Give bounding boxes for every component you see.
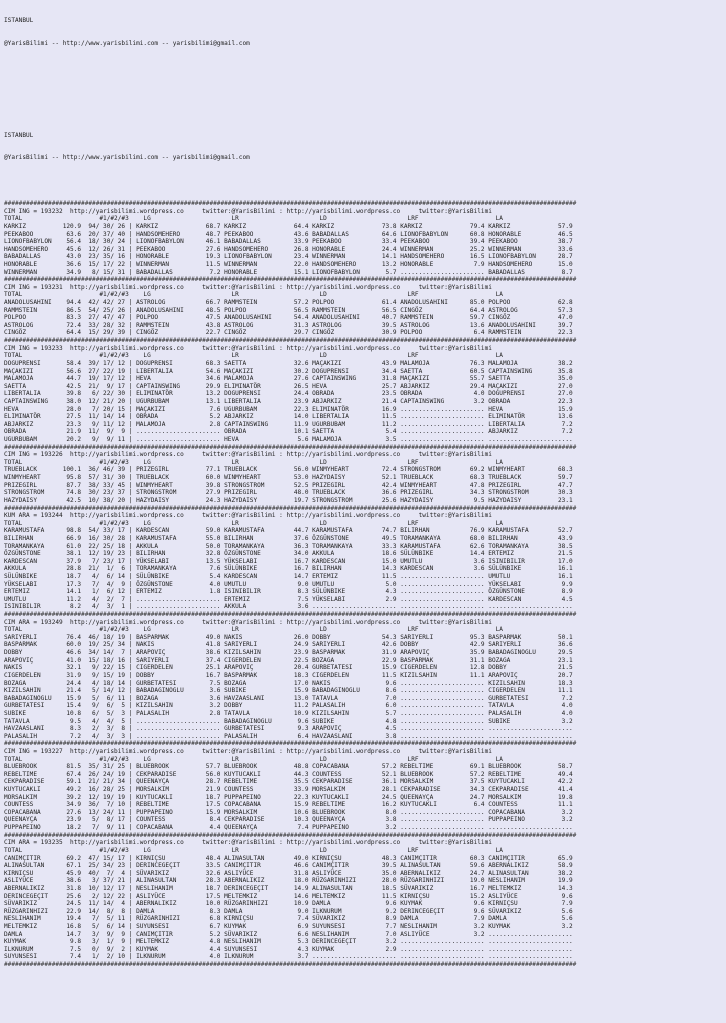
table-row: DOGUPRENSI 58.4 39/ 17/ 12 | DOGUPRENSI 68.3 SAETTA 32.6 MAÇAKIZI 43.9 MALAMOJA 76.3 MALAMOJA 38.2 — [4, 359, 573, 367]
spacer — [4, 86, 726, 94]
race-header: CIM ING = 193226 http://yarisbilimi.wordpress.co twitter:@YarisBilimi : http://yarisbilimi.wordpress.co twitter:@YarisBilimi — [4, 451, 492, 459]
table-row: DAMLA 14.7 3/ 9/ 9 | CANIMÇITIR 5.2 SÜVARIKIZ 6.6 NESLIHANIM 7.0 ASLIYÜCE 3.2 ....................... — [4, 930, 573, 938]
table-row: KARAMUSTAFA 98.8 54/ 33/ 17 | KARDESCAN 59.0 KARAMUSTAFA 44.7 KARAMUSTAFA 74.7 BILIRHAN 76.9 KARAMUSTAFA 52.7 — [4, 527, 573, 535]
column-headers: TOTAL #1/#2/#3 LG LR LD LRF LA — [4, 215, 503, 223]
header-city-repeat: ISTANBUL — [4, 131, 34, 139]
table-row: RAMMSTEIN 86.5 54/ 25/ 26 | ANADOLUSAHINI 48.5 POLPOO 56.5 RAMMSTEIN 56.5 CINGÖZ 64.4 ASTROLOG 57.3 — [4, 306, 573, 314]
table-row: BLUEBROOK 81.5 35/ 31/ 25 | BLUEBROOK 57.7 BLUEBROOK 48.8 COPACABANA 57.2 REBELTIME 69.1 BLUEBROOK 58.7 — [4, 763, 573, 771]
table-row: HAZYDAISY 42.5 10/ 38/ 20 | HAZYDAISY 24.3 HAZYDAISY 19.7 STRONGSTROM 25.6 HAZYDAISY 9.5 HAZYDAISY 23.1 — [4, 496, 573, 504]
table-row: HEVA 28.0 7/ 20/ 15 | MAÇAKIZI 7.6 UGURBUBAM 22.3 ELIMINATÖR 16.9 ....................... HEVA 15.9 — [4, 405, 573, 413]
race-header: CIM ARA = 193249 http://yarisbilimi.wordpress.co twitter:@YarisBilimi : http://yarisbilimi.wordpress.co twitter:@YarisBilimi — [4, 618, 492, 626]
table-row: SUYUNSESI 7.4 1/ 2/ 10 | ILKNURUM 4.0 ILKNURUM 3.7 ....................... ....................... ....................... — [4, 953, 573, 961]
table-row: ERTEMIZ 14.1 1/ 6/ 12 | ERTEMIZ 1.8 ISINIBILIR 8.3 SÜLÜNBIKE 4.3 ....................... ÖZGÜNSTONE 8.9 — [4, 588, 573, 596]
table-row: YÜKSELABI 17.3 7/ 4/ 9 | ÖZGÜNSTONE 4.0 UMUTLU 9.0 UMUTLU 5.0 ....................... YÜKSELABI 9.9 — [4, 580, 573, 588]
table-row: WINMYHEART 95.8 57/ 31/ 30 | TRUEBLACK 60.0 WINMYHEART 53.0 HAZYDAISY 52.1 TRUEBLACK 68.3 TRUEBLACK 59.7 — [4, 474, 573, 482]
spacer — [4, 63, 726, 71]
table-row: TATAVLA 9.5 4/ 4/ 5 | ....................... BABADAGINOGLU 9.6 SUBIKE 4.8 ....................... SUBIKE 3.2 — [4, 717, 573, 725]
table-row: BABADAGINOGLU 15.9 5/ 6/ 11 | BOZAGA 3.6 HAVZAASLANI 13.0 TATAVLA 7.0 ....................... GURBETATESI 7.2 — [4, 694, 573, 702]
table-row: ABERNALIKIZ 31.8 10/ 12/ 17 | NESLIHANIM 18.7 DERINCEGEÇIT 14.9 ALINASULTAN 18.5 SÜVARIKIZ 16.7 MELTEMKIZ 14.3 — [4, 884, 573, 892]
separator-line: ############################################################################################################################################################ — [4, 504, 577, 512]
column-headers: TOTAL #1/#2/#3 LG LR LD LRF LA — [4, 519, 503, 527]
spacer — [4, 109, 726, 117]
column-headers: TOTAL #1/#2/#3 LG LR LD LRF LA — [4, 458, 503, 466]
table-row: DERINCEGEÇIT 25.6 2/ 12/ 22 | ASLIYÜCE 17.5 MELTEMKIZ 14.6 MELTEMKIZ 11.5 KIRNIÇSU 15.2 ASLIYÜCE 9.6 — [4, 892, 573, 900]
race-header: CIM ARA = 193235 http://yarisbilimi.wordpress.co twitter:@YarisBilimi : http://yarisbilimi.wordpress.co twitter:@YarisBilimi — [4, 839, 492, 847]
table-row: KUYTUCAKLI 49.2 16/ 28/ 25 | MORSALKIM 21.9 COUNTESS 33.9 MORSALKIM 28.1 CEKPARADISE 34.3 CEKPARADISE 41.4 — [4, 786, 573, 794]
separator-line: ############################################################################################################################################################ — [4, 337, 577, 345]
table-row: NESLIHANIM 19.4 7/ 5/ 11 | RÜZGARINHIZI 6.8 KIRNIÇSU 7.4 SÜVARIKIZ 8.9 DAMLA 7.9 DAMLA 5.6 — [4, 915, 573, 923]
table-row: PRIZEGIRL 87.7 38/ 33/ 45 | WINMYHEART 39.8 STRONGSTROM 52.5 PRIZEGIRL 42.4 WINMYHEART 47.8 PRIZEGIRL 47.7 — [4, 481, 573, 489]
table-row: CEKPARADISE 59.1 21/ 21/ 34 | QUEENAYÇA 28.7 REBELTIME 35.5 CEKPARADISE 36.1 MORSALKIM 37.5 KUYTUCAKLI 42.2 — [4, 778, 573, 786]
table-row: TORAMANKAYA 61.0 22/ 25/ 18 | AKKULA 50.0 TORAMANKAYA 36.3 TORAMANKAYA 33.3 KARAMUSTAFA 62.6 TORAMANKAYA 38.5 — [4, 542, 573, 550]
race-header: CIM ING = 193232 http://yarisbilimi.wordpress.co twitter:@YarisBilimi : http://yarisbilimi.wordpress.co twitter:@YarisBilimi — [4, 207, 492, 215]
table-row: LIONOFBABYLON 56.4 18/ 30/ 24 | LIONOFBABYLON 46.1 BABADALLAS 33.9 PEEKABOO 33.4 PEEKABOO 39.4 PEEKABOO 38.7 — [4, 238, 573, 246]
table-row: PUPPAPEINO 18.2 7/ 9/ 11 | COPACABANA 4.4 QUEENAYÇA 7.4 PUPPAPEINO 3.2 ....................... ....................... — [4, 824, 573, 832]
separator-line: ############################################################################################################################################################ — [4, 740, 577, 748]
separator-line: ############################################################################################################################################################ — [4, 443, 577, 451]
table-row: SAETTA 42.5 21/ 9/ 17 | CAPTAINSWING 29.9 ELIMINATÖR 26.5 HEVA 25.7 ABJARKIZ 29.4 MAÇAKIZI 27.0 — [4, 382, 573, 390]
table-row: MELTEMKIZ 16.8 5/ 6/ 14 | SUYUNSESI 6.7 KUYMAK 6.9 SUYUNSESI 7.7 NESLIHANIM 3.2 KUYMAK 3.2 — [4, 923, 573, 931]
table-row: RÜZGARINHIZI 22.9 14/ 8/ 8 | DAMLA 8.3 DAMLA 9.0 ILKNURUM 9.2 DERINCEGEÇIT 9.6 SÜVARIKIZ 5.6 — [4, 907, 573, 915]
table-row: BILIRHAN 66.9 16/ 30/ 28 | KARAMUSTAFA 55.0 BILIRHAN 37.6 ÖZGÜNSTONE 49.5 TORAMANKAYA 68.0 BILIRHAN 43.9 — [4, 534, 573, 542]
table-row: PALASALIH 7.2 4/ 3/ 3 | ....................... PALASALIH 6.4 HAVZAASLANI 3.8 ....................... ....................... — [4, 732, 573, 740]
column-headers: TOTAL #1/#2/#3 LG LR LD LRF LA — [4, 626, 503, 634]
table-row: REBELTIME 67.4 26/ 24/ 19 | CEKPARADISE 56.0 KUYTUCAKLI 44.3 COUNTESS 52.1 BLUEBROOK 57.2 REBELTIME 49.4 — [4, 770, 573, 778]
column-headers: TOTAL #1/#2/#3 LG LR LD LRF LA — [4, 352, 503, 360]
race-header: CIM ING = 193233 http://yarisbilimi.wordpress.co twitter:@YarisBilimi : http://yarisbilimi.wordpress.co twitter:@YarisBilimi — [4, 344, 492, 352]
table-row: KIRNIÇSU 45.9 40/ 7/ 4 | SÜVARIKIZ 32.6 ASLIYÜCE 31.8 ASLIYÜCE 35.0 ABERNALIKIZ 24.7 ALINASULTAN 38.2 — [4, 869, 573, 877]
table-row: COUNTESS 34.9 36/ 7/ 10 | REBELTIME 17.5 COPACABANA 15.9 REBELTIME 16.2 KUYTUCAKLI 6.4 COUNTESS 11.1 — [4, 801, 573, 809]
table-row: DOBBY 46.6 34/ 14/ 7 | ARAPOVIÇ 38.6 KIZILSAHIN 23.9 BASPARMAK 31.9 ARAPOVIÇ 35.9 BABADAGINOGLU 29.5 — [4, 649, 573, 657]
table-row: HONORABLE 36.6 15/ 17/ 22 | WINNERMAN 11.5 WINNERMAN 22.0 HANDSOMEHERO 13.2 HONORABLE 7.9 HANDSOMEHERO 15.0 — [4, 261, 573, 268]
table-row: ALINASULTAN 67.1 25/ 34/ 23 | DERINCEGEÇIT 33.5 CANIMÇITIR 46.6 CANIMÇITIR 39.5 ALINASULTAN 59.6 ABERNALIKIZ 58.9 — [4, 862, 573, 870]
table-row: UGURBUBAM 20.2 9/ 9/ 11 | ....................... HEVA 5.6 MALAMOJA 3.5 ....................... ....................... — [4, 436, 573, 444]
race-tables — [4, 200, 726, 969]
table-row: ÖZGÜNSTONE 38.1 12/ 19/ 23 | BILIRHAN 32.8 ÖZGÜNSTONE 34.0 AKKULA 18.6 SÜLÜNBIKE 14.4 ERTEMIZ 21.5 — [4, 550, 573, 558]
table-row: MALAMOJA 44.7 19/ 17/ 12 | HEVA 34.6 MALAMOJA 27.6 CAPTAINSWING 31.8 MAÇAKIZI 55.7 SAETTA 35.0 — [4, 375, 573, 383]
table-row: HANDSOMEHERO 45.6 12/ 26/ 31 | PEEKABOO 27.6 HANDSOMEHERO 26.8 HONORABLE 24.4 WINNERMAN 25.2 WINNERMAN 33.6 — [4, 245, 573, 253]
table-row: SARIYERLI 76.4 46/ 18/ 19 | BASPARMAK 49.0 NAKIS 26.0 DOBBY 54.3 SARIYERLI 95.3 BASPARMAK 50.1 — [4, 633, 573, 641]
table-row: HAVZAASLANI 8.3 2/ 3/ 8 | ....................... GURBETATESI 9.3 ARAPOVIÇ 4.5 ....................... ....................... — [4, 725, 573, 733]
table-row: LIBERTALIA 39.8 6/ 22/ 30 | ELIMINATÖR 13.2 DOGUPRENSI 24.4 OBRADA 23.5 OBRADA 4.0 DOGUPRENSI 27.0 — [4, 390, 573, 398]
table-row: STRONGSTROM 74.8 30/ 23/ 37 | STRONGSTROM 27.9 PRIZEGIRL 48.0 TRUEBLACK 36.6 PRIZEGIRL 34.3 STRONGSTROM 30.3 — [4, 489, 573, 497]
table-row: PEEKABOO 63.6 20/ 37/ 40 | HANDSOMEHERO 48.7 PEEKABOO 43.6 BABADALLAS 64.6 LIONOFBABYLON 60.8 HONORABLE 46.5 — [4, 230, 573, 238]
separator-line: ############################################################################################################################################################ — [4, 831, 577, 839]
table-row: ABJARKIZ 23.3 9/ 11/ 12 | MALAMOJA 2.8 CAPTAINSWING 11.9 UGURBUBAM 11.2 ....................... LIBERTALIA 7.2 — [4, 420, 573, 428]
header-city: ISTANBUL — [4, 17, 34, 25]
column-headers: TOTAL #1/#2/#3 LG LR LD LRF LA — [4, 846, 503, 854]
table-row: POLPOO 83.3 27/ 47/ 47 | POLPOO 47.5 ANADOLUSAHINI 54.4 ANADOLUSAHINI 40.7 RAMMSTEIN 59.7 CINGÖZ 47.0 — [4, 314, 573, 322]
race-header: CIM ING = 193227 http://yarisbilimi.wordpress.co twitter:@YarisBilimi : http://yarisbilimi.wordpress.co twitter:@YarisBilimi — [4, 748, 492, 755]
column-headers: TOTAL #1/#2/#3 LG LR LD LRF LA — [4, 291, 503, 299]
table-row: COPACABANA 27.6 13/ 24/ 11 | PUPPAPEINO 15.9 MORSALKIM 10.6 BLUEBROOK 8.0 ....................... COPACABANA 3.2 — [4, 808, 573, 816]
table-row: MAÇAKIZI 56.6 27/ 22/ 19 | LIBERTALIA 54.6 MAÇAKIZI 30.2 DOGUPRENSI 34.4 SAETTA 60.5 CAPTAINSWING 35.8 — [4, 367, 573, 375]
header-contact-repeat: @YarisBilimi -- http://www.yarisbilimi.com -- yarisbilimi@gmail.com — [4, 154, 250, 162]
table-row: KARDESCAN 37.9 7/ 23/ 17 | YÜKSELABI 13.5 YÜKSELABI 16.7 KARDESCAN 15.0 UMUTLU 3.6 ISINIBILIR 17.0 — [4, 557, 573, 565]
table-row: CAPTAINSWING 38.0 12/ 21/ 20 | UGURBUBAM 13.1 LIBERTALIA 23.9 ABJARKIZ 21.4 CAPTAINSWING 3.2 OBRADA 22.3 — [4, 397, 573, 405]
race-header: CIM ING = 193231 http://yarisbilimi.wordpress.co twitter:@YarisBilimi : http://yarisbilimi.wordpress.co twitter:@YarisBilimi — [4, 283, 492, 291]
separator-line: ############################################################################################################################################################ — [4, 276, 577, 284]
table-row: ASLIYÜCE 38.6 3/ 37/ 21 | ALINASULTAN 28.3 ABERNALIKIZ 18.0 RÜZGARINHIZI 28.0 RÜZGARINHIZI 19.0 NESLIHANIM 19.9 — [4, 877, 573, 885]
table-row: AKKULA 28.8 21/ 1/ 6 | TORAMANKAYA 7.6 SÜLÜNBIKE 16.7 BILIRHAN 14.3 KARDESCAN 3.6 SÜLÜNBIKE 16.1 — [4, 565, 573, 573]
table-row: ASTROLOG 72.4 33/ 28/ 32 | RAMMSTEIN 43.8 ASTROLOG 31.3 ASTROLOG 39.5 ASTROLOG 13.6 ANADOLUSAHINI 39.7 — [4, 321, 573, 329]
table-row: SUBIKE 10.8 6/ 5/ 3 | PALASALIH 2.8 TATAVLA 10.9 KIZILSAHIN 5.7 ....................... PALASALIH 4.0 — [4, 709, 573, 717]
table-row: TRUEBLACK 100.1 36/ 46/ 39 | PRIZEGIRL 77.1 TRUEBLACK 56.0 WINMYHEART 72.4 STRONGSTROM 69.2 WINMYHEART 68.3 — [4, 466, 573, 474]
table-row: KUYMAK 9.8 3/ 1/ 9 | MELTEMKIZ 4.8 NESLIHANIM 5.3 DERINCEGEÇIT 3.2 ....................... ....................... — [4, 938, 573, 946]
table-row: BASPARMAK 60.0 19/ 25/ 34 | NAKIS 41.8 SARIYERLI 24.9 SARIYERLI 42.6 DOBBY 42.9 SARIYERLI 36.6 — [4, 641, 573, 649]
table-row: CANIMÇITIR 69.2 47/ 15/ 17 | KIRNIÇSU 48.4 ALINASULTAN 49.0 KIRNIÇSU 48.3 CANIMÇITIR 60.3 CANIMÇITIR 65.9 — [4, 854, 573, 862]
header-contact: @YarisBilimi -- http://www.yarisbilimi.com -- yarisbilimi@gmail.com — [4, 40, 250, 48]
table-row: ARAPOVIÇ 41.0 15/ 18/ 16 | SARIYERLI 37.4 CIGERDELEN 22.5 BOZAGA 22.9 BASPARMAK 31.1 BOZAGA 23.1 — [4, 656, 573, 664]
table-row: ANADOLUSAHINI 94.4 42/ 42/ 27 | ASTROLOG 66.7 RAMMSTEIN 57.2 POLPOO 61.4 ANADOLUSAHINI 85.0 POLPOO 62.8 — [4, 299, 573, 307]
table-row: BABADALLAS 43.0 23/ 35/ 16 | HONORABLE 19.3 LIONOFBABYLON 23.4 WINNERMAN 14.1 HANDSOMEHERO 16.5 LIONOFBABYLON 28.7 — [4, 253, 573, 261]
table-row: CIGERDELEN 31.9 9/ 15/ 19 | DOBBY 16.7 BASPARMAK 18.3 CIGERDELEN 11.5 KIZILSAHIN 11.1 ARAPOVIÇ 20.7 — [4, 671, 573, 679]
race-header: KUM ARA = 193244 http://yarisbilimi.wordpress.co twitter:@YarisBilimi : http://yarisbilimi.wordpress.co twitter:@YarisBilimi — [4, 512, 492, 520]
table-row: GURBETATESI 15.4 9/ 6/ 5 | KIZILSAHIN 3.2 DOBBY 11.2 PALASALIH 6.0 ....................... TATAVLA 4.0 — [4, 702, 573, 710]
table-row: ILKNURUM 7.5 0/ 9/ 2 | KUYMAK 4.4 SUYUNSESI 4.3 KUYMAK 2.9 ....................... ....................... — [4, 945, 573, 953]
table-row: ISINIBILIR 8.2 4/ 3/ 1 | ....................... AKKULA 3.6 ....................... ....................... ....................... — [4, 603, 573, 611]
table-row: BOZAGA 24.4 4/ 18/ 14 | GURBETATESI 7.5 BOZAGA 17.0 NAKIS 9.6 ....................... KIZILSAHIN 18.3 — [4, 679, 573, 687]
table-row: QUEENAYÇA 23.9 5/ 8/ 17 | COUNTESS 8.4 CEKPARADISE 10.3 QUEENAYÇA 3.8 ....................... PUPPAPEINO 3.2 — [4, 816, 573, 824]
table-row: SÜLÜNBIKE 18.7 4/ 6/ 14 | SÜLÜNBIKE 5.4 KARDESCAN 14.7 ERTEMIZ 11.5 ....................... UMUTLU 16.1 — [4, 572, 573, 580]
table-row: NAKIS 32.1 9/ 22/ 15 | CIGERDELEN 25.1 ARAPOVIÇ 20.4 GURBETATESI 15.9 CIGERDELEN 12.8 DOBBY 21.5 — [4, 664, 573, 672]
table-row: CINGÖZ 64.4 15/ 29/ 39 | CINGÖZ 22.7 CINGÖZ 29.7 CINGÖZ 30.9 POLPOO 6.4 RAMMSTEIN 22.3 — [4, 329, 573, 337]
column-headers: TOTAL #1/#2/#3 LG LR LD LRF LA — [4, 755, 503, 763]
spacer — [4, 177, 726, 185]
table-row: UMUTLU 11.2 4/ 2/ 7 | ....................... ERTEMIZ 7.5 YÜKSELABI 2.9 ....................... KARDESCAN 4.5 — [4, 595, 573, 603]
table-row: MORSALKIM 39.2 12/ 19/ 19 | KUYTUCAKLI 18.7 PUPPAPEINO 22.3 KUYTUCAKLI 24.5 QUEENAYÇA 24.7 MORSALKIM 19.8 — [4, 793, 573, 801]
separator-line: ############################################################################################################################################################ — [4, 200, 577, 208]
table-row: KIZILSAHIN 21.4 5/ 14/ 12 | BABADAGINOGLU 3.6 SUBIKE 15.9 BABADAGINOGLU 8.6 ....................... CIGERDELEN 11.1 — [4, 687, 573, 695]
table-row: OBRADA 21.9 11/ 9/ 9 | ....................... OBRADA 10.1 SAETTA 5.4 ....................... ABJARKIZ 7.2 — [4, 428, 573, 436]
separator-line: ############################################################################################################################################################ — [4, 961, 577, 969]
table-row: SÜVARIKIZ 24.5 11/ 14/ 4 | ABERNALIKIZ 10.0 RÜZGARINHIZI 10.9 DAMLA 9.6 KUYMAK 9.6 KIRNIÇSU 7.9 — [4, 900, 573, 908]
separator-line: ############################################################################################################################################################ — [4, 611, 577, 619]
table-row: ELIMINATÖR 27.5 11/ 14/ 14 | OBRADA 5.2 ABJARKIZ 14.0 LIBERTALIA 11.5 ....................... ELIMINATÖR 13.6 — [4, 413, 573, 421]
table-row: WINNERMAN 34.9 8/ 15/ 31 | BABADALLAS 7.2 HONORABLE 15.1 LIONOFBABYLON 5.7 ....................... BABADALLAS 8.7 — [4, 268, 573, 276]
table-row: KARKIZ 120.9 94/ 30/ 26 | KARKIZ 68.7 KARKIZ 64.4 KARKIZ 73.8 KARKIZ 79.4 KARKIZ 57.9 — [4, 222, 573, 230]
